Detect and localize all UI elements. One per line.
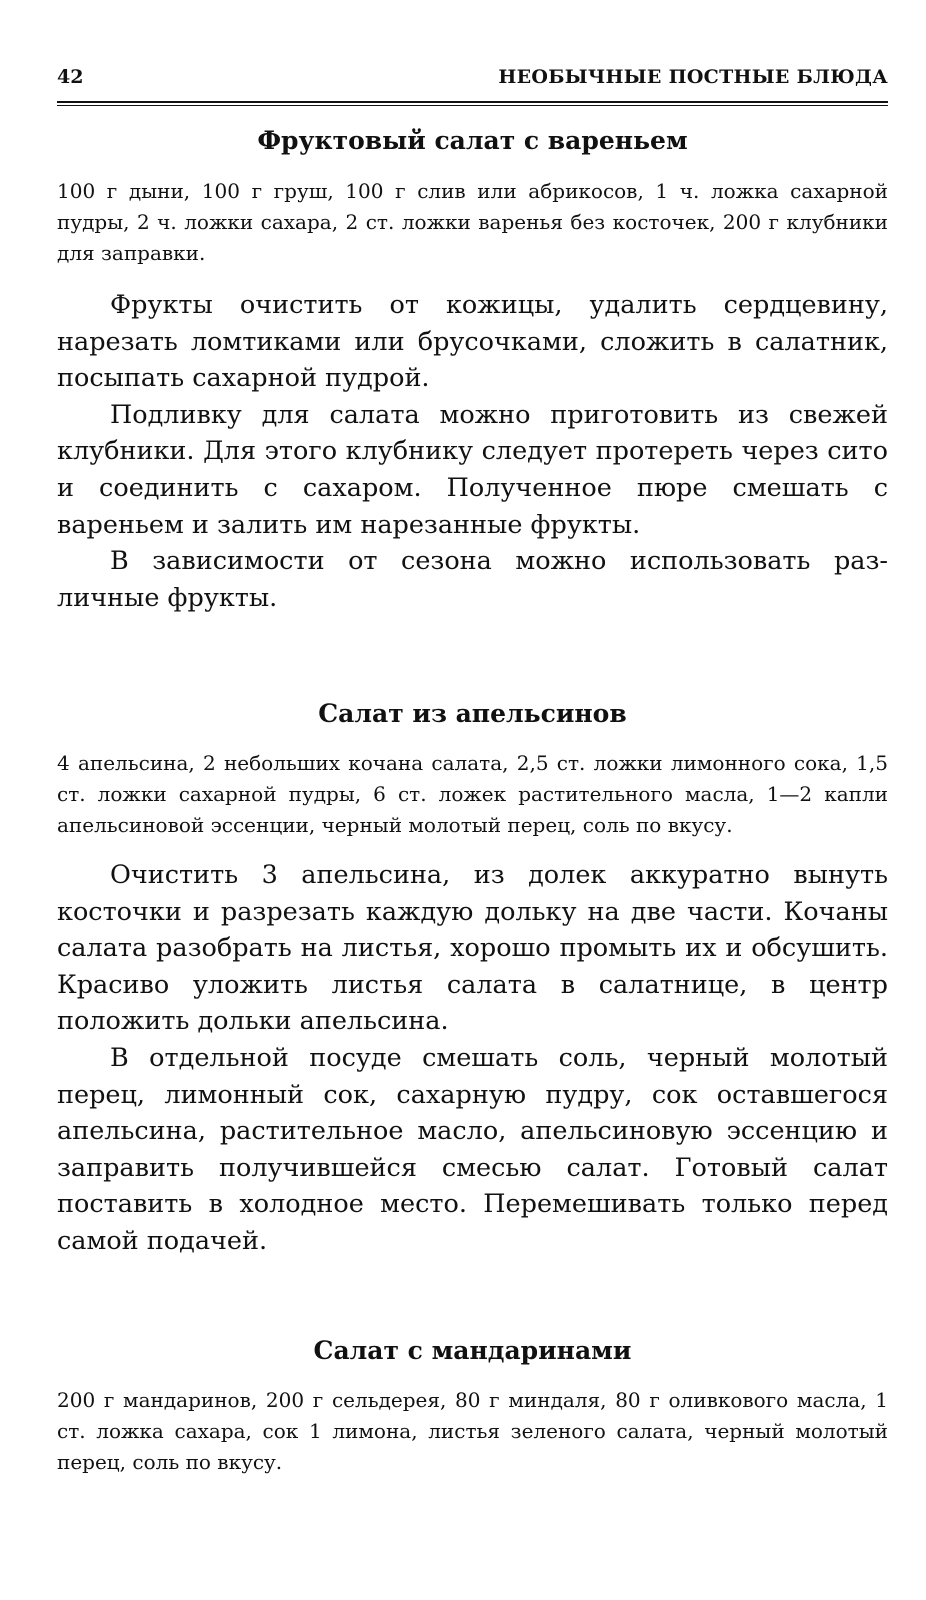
recipe-title: Салат из апельсинов <box>318 699 627 728</box>
recipe-ingredients: 4 апельсина, 2 небольших кочана салата, 2,5 ст. ложки лимонного сока, 1,5 ст. ложки сахарной пудры, 6 ст. ложек растительного масла, 1—2 капли апельсиновой эссенции, черный молотый перец, соль по вкусу. <box>57 751 888 837</box>
recipe-step: Подливку для салата можно приготовить из свежей клубники. Для этого клубнику следует протереть через сито и соединить с сахаром. Полученное пюре смешать с вареньем и залить им нарезанные фрукты. <box>57 399 888 540</box>
recipe-mandarin-salad <box>57 1335 888 1478</box>
recipe-steps <box>57 857 888 1260</box>
recipe-step: В отдельной посуде смешать соль, черный молотый перец, лимонный сок, сахарную пудру, сок оставшегося апельсина, растительное масло, апельсиновую эссенцию и заправить получившейся смесью салат. Готовый салат поставить в холодное место. Перемешивать только перед самой подачей. <box>57 1042 888 1256</box>
header-rule <box>57 101 888 106</box>
recipe-fruit-salad-with-jam <box>57 125 888 616</box>
recipe-title: Фруктовый салат с вареньем <box>257 126 688 155</box>
recipe-step: В зависимости от сезона можно использовать различные фрукты. <box>57 546 888 613</box>
recipe-ingredients: 200 г мандаринов, 200 г сельдерея, 80 г миндаля, 80 г оливкового масла, 1 ст. ложка сахара, сок 1 лимона, листья зеленого салата, черный молотый перец, соль по вкусу. <box>57 1388 888 1474</box>
recipe-ingredients: 100 г дыни, 100 г груш, 100 г слив или абрикосов, 1 ч. ложка сахарной пудры, 2 ч. ложки сахара, 2 ст. ложки варенья без косточек, 200 г клубники для заправки. <box>57 179 888 265</box>
recipe-orange-salad <box>57 698 888 1260</box>
running-head <box>57 62 888 92</box>
page-number: 42 <box>57 66 84 88</box>
recipe-step: Очистить 3 апельсина, из долек аккуратно вынуть косточки и разрезать каждую дольку на две части. Кочаны салата разобрать на листья, хорошо промыть их и обсушить. Красиво уложить листья салата в салатнице, в центр положить дольки апельсина. <box>57 860 888 1037</box>
recipe-title: Салат с мандаринами <box>313 1336 632 1365</box>
recipe-steps <box>57 287 888 616</box>
book-title: НЕОБЫЧНЫЕ ПОСТНЫЕ БЛЮДА <box>498 66 888 88</box>
recipe-step: Фрукты очистить от кожицы, удалить сердцевину, нарезать ломтиками или брусочками, сложить в салатник, посыпать сахарной пудрой. <box>57 290 888 394</box>
